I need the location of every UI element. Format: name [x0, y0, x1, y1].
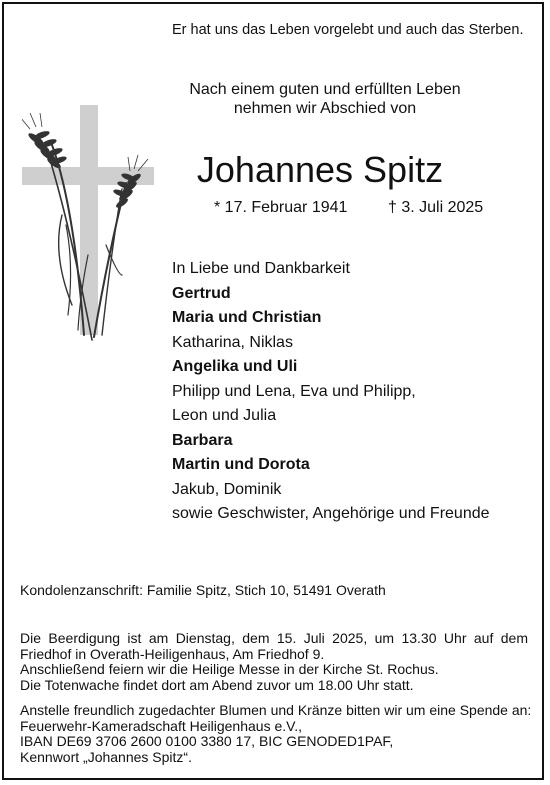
mourner-line: Gertrud: [172, 284, 231, 302]
funeral-info-line: Friedhof in Overath-Heiligenhaus, Am Friedhof 9.: [20, 645, 325, 662]
mourner-line: Maria und Christian: [172, 309, 322, 326]
mourners-intro: In Liebe und Dankbarkeit: [172, 260, 350, 277]
mourner-line: Jakub, Dominik: [172, 480, 282, 498]
donation-line: IBAN DE69 3706 2600 0100 3380 17, BIC GENODED1PAF,: [20, 733, 394, 749]
intro-text: [160, 80, 490, 118]
intro-line-2: nehmen wir Abschied von: [233, 100, 417, 117]
intro-line-1: Nach einem guten und erfüllten Leben: [189, 81, 461, 98]
funeral-info: [20, 631, 528, 693]
mourner-line: Angelika und Uli: [172, 358, 298, 375]
death-date: † 3. Juli 2025: [388, 199, 484, 216]
donation-line: Feuerwehr-Kameradschaft Heiligenhaus e.V.,: [20, 717, 302, 734]
mourner-line: Martin und Dorota: [172, 456, 310, 473]
mourners-list: [172, 257, 490, 527]
cross-with-wheat-icon: [22, 105, 162, 345]
deceased-name: Johannes Spitz: [196, 149, 444, 190]
donation-line: Kennwort „Johannes Spitz“.: [20, 748, 192, 765]
mourner-line: Philipp und Lena, Eva und Philipp,: [172, 382, 416, 400]
condolence-address: Kondolenzanschrift: Familie Spitz, Stich 10, 51491 Overath: [20, 582, 386, 598]
motto: Er hat uns das Leben vorgelebt und auch das Sterben.: [172, 22, 524, 38]
mourner-line: Barbara: [172, 431, 233, 449]
donation-line: Anstelle freundlich zugedachter Blumen und Kränze bitten wir um eine Spende an:: [20, 702, 532, 718]
mourner-line: Katharina, Niklas: [172, 333, 293, 351]
mourner-line: sowie Geschwister, Angehörige und Freunde: [172, 505, 490, 522]
mourner-line: Leon und Julia: [172, 407, 277, 424]
funeral-info-line: Die Totenwache findet dort am Abend zuvor um 18.00 Uhr statt.: [20, 676, 414, 693]
donation-info: [20, 702, 532, 765]
birth-date: * 17. Februar 1941: [214, 199, 348, 216]
funeral-info-line: Die Beerdigung ist am Dienstag, dem 15. Juli 2025, um 13.30 Uhr auf dem: [20, 630, 528, 646]
funeral-info-line: Anschließend feiern wir die Heilige Messe in der Kirche St. Rochus.: [20, 661, 439, 677]
